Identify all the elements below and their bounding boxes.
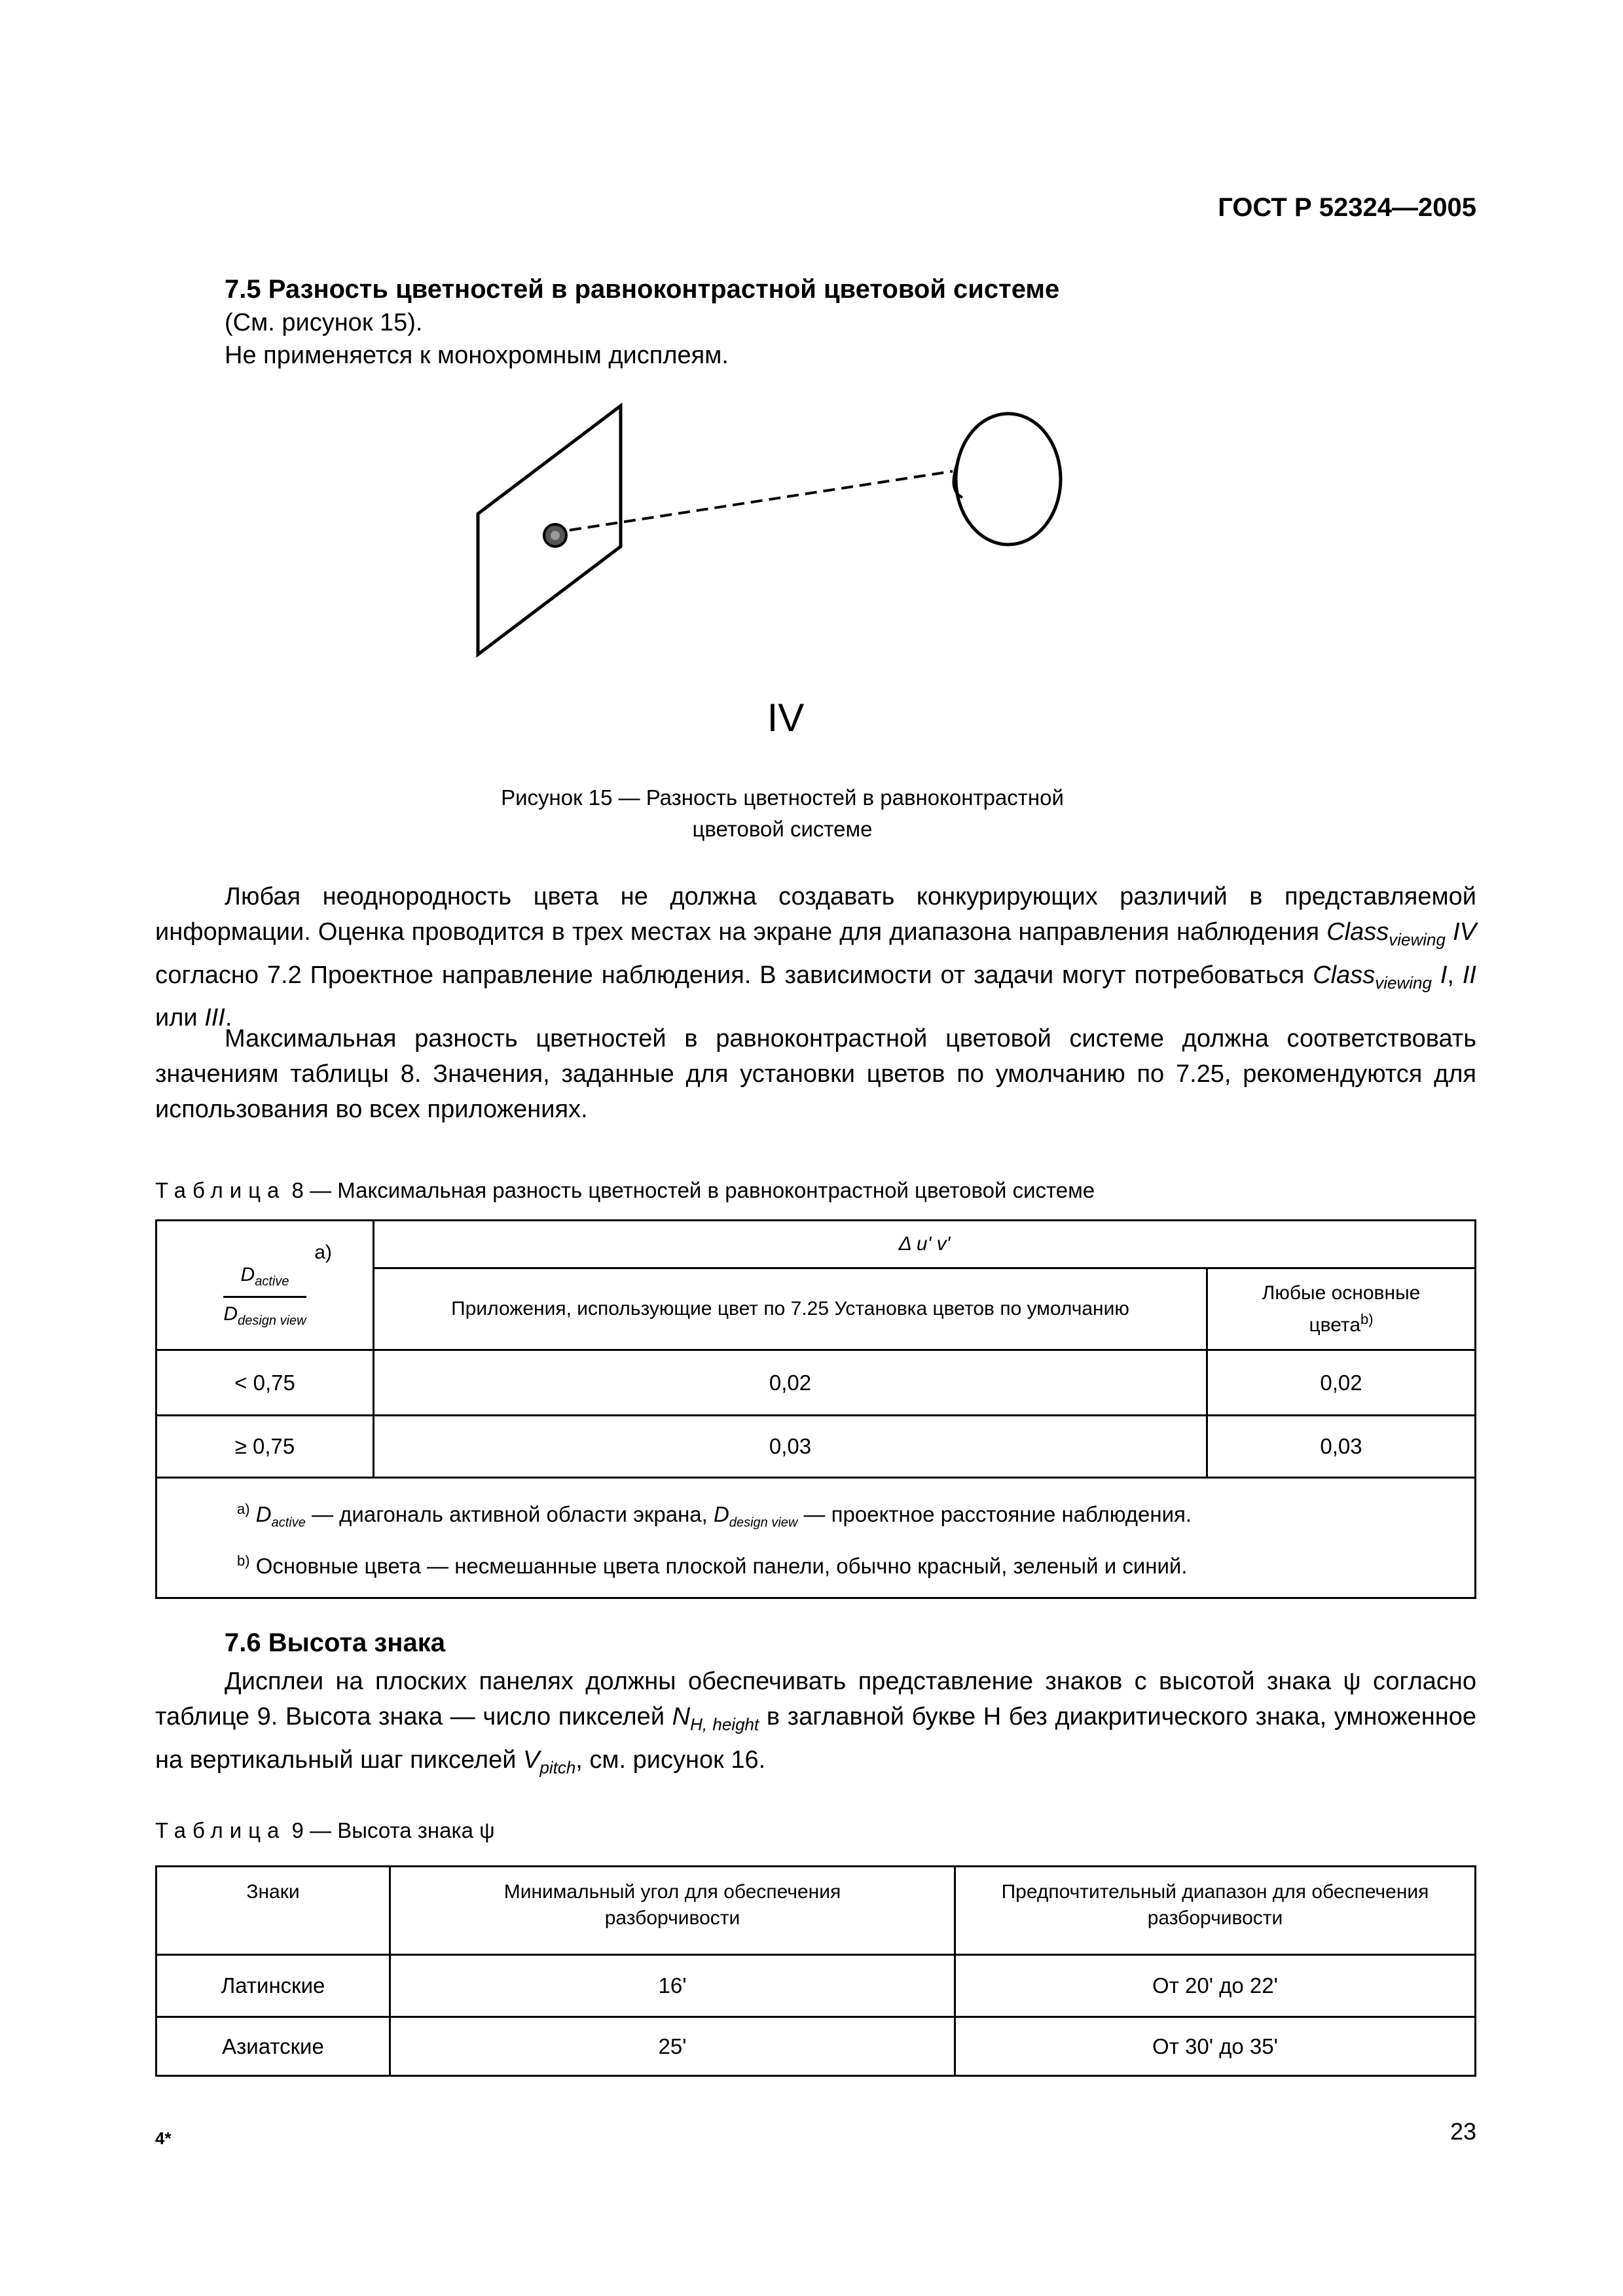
paragraph-character-height: Дисплеи на плоских панелях должны обеспечивать представление знаков с высотой знака ψ согласно таблице 9. Высота знака — число пикселей $N_{H, height}$ в заглавной букве H без диакритического знака, умноженное на вертикальный шаг пикселей $V_{pitch}$, см. рисунок 16. [155,1668,1476,1778]
table-9-col-preferred-range: Предпочтительный диапазон для обеспечения разборчивости [955,1867,1476,1955]
table-row: Латинские 16' От 20' до 22' [156,1955,1476,2017]
table-9-col-min-angle: Минимальный угол для обеспечения разборчивости [390,1867,955,1955]
table-8-delta-header: Δ u' v' [374,1221,1476,1268]
document-code: ГОСТ Р 52324—2005 [1218,193,1476,222]
table-9-title: Таблица 9 — Высота знака ψ [155,1818,495,1842]
table-8-corner-cell: а) $\frac{D_{active}}{D_{design view}}$ [156,1221,374,1350]
table-row: ≥ 0,75 0,03 0,03 [156,1416,1476,1478]
figure-caption: Рисунок 15 — Разность цветностей в равноконтрастной цветовой системе [501,785,1064,841]
applicability-note: Не применяется к монохромным дисплеям. [225,342,729,369]
viewing-class-label: IV [767,696,805,740]
table-8 [155,1219,1476,1599]
paragraph-max-difference: Максимальная разность цветностей в равноконтрастной цветовой системе должна соответствовать значениям таблицы 8. Значения, заданные для установки цветов по умолчанию по 7.25, рекомендуются для использования во всех приложениях. [155,1025,1476,1123]
table-8-col-primary: Любые основные цвета$^{b)}$ [1207,1268,1476,1350]
paragraph-uniformity: Любая неоднородность цвета не должна создавать конкурирующих различий в представляемой информации. Оценка проводится в трех местах на экране для диапазона направления наблюдения Class$_{viewing}$ IV согласно 7.2 Проектное направление наблюдения. В зависимости от задачи могут потребоваться Class$_{viewing}$ I, II или III. [155,883,1477,1032]
table-9-col-characters: Знаки [156,1867,390,1955]
diagonal-ratio: $\frac{D_{active}}{D_{design view}}$ [223,1264,306,1328]
sheet-mark: 4* [155,2128,172,2148]
table-8-footnotes: $^{а)}$ $D_{active}$ — диагональ активной области экрана, $D_{design view}$ — проектное расстояние наблюдения. $^{b)}$ Основные цвета — несмешанные цвета плоской панели, обычно красный, зеленый и синий. [156,1478,1476,1598]
page-number: 23 [1450,2118,1476,2145]
section-title-7-6: 7.6 Высота знака [225,1628,445,1657]
table-8-col-default: Приложения, использующие цвет по 7.25 Установка цветов по умолчанию [374,1268,1207,1350]
table-8-title: Таблица 8 — Максимальная разность цветностей в равноконтрастной цветовой системе [155,1178,1095,1202]
figure-15-diagram [458,393,1113,668]
section-title-7-5: 7.5 Разность цветностей в равноконтрастной цветовой системе [225,275,1060,304]
figure-reference: (См. рисунок 15). [225,309,423,336]
viewing-direction-line [570,471,953,530]
table-row: < 0,75 0,02 0,02 [156,1350,1476,1416]
table-row: Азиатские 25' От 30' до 35' [156,2017,1476,2076]
table-9 [155,1865,1476,2077]
eye-shape [956,414,1061,545]
